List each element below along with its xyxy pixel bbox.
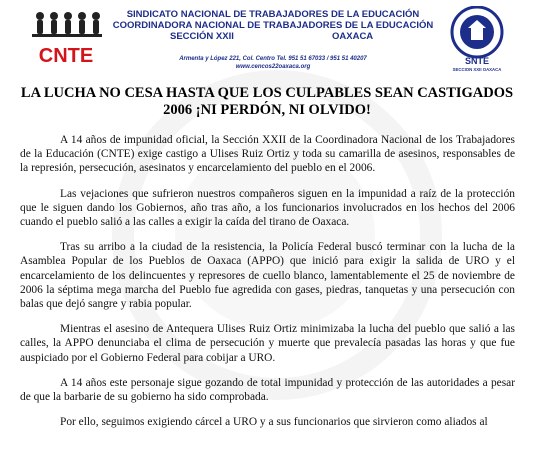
title-line-2: 2006 ¡NI PERDÓN, NI OLVIDO! — [163, 102, 371, 118]
document-title — [20, 85, 514, 119]
cnte-logo — [28, 8, 106, 68]
letterhead-text — [108, 9, 438, 42]
paragraph: A 14 años de impunidad oficial, la Sección XXII de la Coordinadora Nacional de los Trabajadores de la Educación (CNTE) exige castigo a Ulises Ruiz Ortiz y toda su camarilla de asesinos, responsables de la represión, persecución, asesinatos y encarcelamiento del pueblo en el 2006. — [20, 134, 515, 175]
union-name: SINDICATO NACIONAL DE TRABAJADORES DE LA EDUCACIÓN — [126, 9, 420, 20]
snte-seal-logo — [448, 6, 506, 72]
paragraph: A 14 años este personaje sigue gozando de total impunidad y protección de las autoridades a pesar de que la barbarie de su gobierno ha sido comprobada. — [20, 376, 515, 404]
snte-logo-subtext: SECCION XXII OAXACA — [452, 67, 502, 72]
letterhead — [0, 0, 534, 82]
paragraph: Por ello, seguimos exigiendo cárcel a URO y a sus funcionarios que sirvieron como aliados al — [60, 416, 488, 429]
paragraph: Las vejaciones que sufrieron nuestros compañeros siguen en la impunidad a raíz de la protección que le siguen dando los Gobiernos, año tras año, a los funcionarios involucrados en los hechos del 2006 cuando el pueblo salió a las calles a exigir la caída del tirano de Oaxaca. — [20, 187, 515, 229]
paragraph: Tras su arribo a la ciudad de la resistencia, la Policía Federal buscó terminar con la lucha de la Asamblea Popular de los Pueblos de Oaxaca (APPO) que inició para exigir la salida de URO y el encarcelamiento de los delincuentes y represores de cuello blanco, lamentablemente el 25 de noviembre de 2006 la séptima mega marcha del Pueblo fue agredida con gases, piedras, tanquetas y una persecución con balas que dejó sangre y rabia popular. — [20, 241, 515, 311]
state-label: OAXACA — [332, 31, 374, 42]
snte-logo-text: SNTE — [464, 56, 490, 66]
cnte-logo-text: CNTE — [38, 45, 94, 67]
paragraph: Mientras el asesino de Antequera Ulises Ruiz Ortiz minimizaba la lucha del pueblo que salió a las calles, la APPO denunciaba el clima de persecución y muerte que prevalecía pasadas las horas y que fue auspiciado por el Gobierno Federal para cobijar a URO. — [20, 323, 515, 364]
address-line: Armenta y López 221, Col. Centro Tel. 951 51 67033 / 951 51 40207 — [179, 56, 367, 62]
letterhead-contact — [108, 55, 438, 71]
coordinator-name: COORDINADORA NACIONAL DE TRABAJADORES DE LA EDUCACIÓN — [112, 20, 434, 31]
document-body — [20, 133, 515, 440]
title-line-1: LA LUCHA NO CESA HASTA QUE LOS CULPABLES SEAN CASTIGADOS — [20, 85, 514, 101]
website-line: www.cencos22oaxaca.org — [235, 64, 311, 70]
section-label: SECCIÓN XXII — [170, 31, 234, 42]
